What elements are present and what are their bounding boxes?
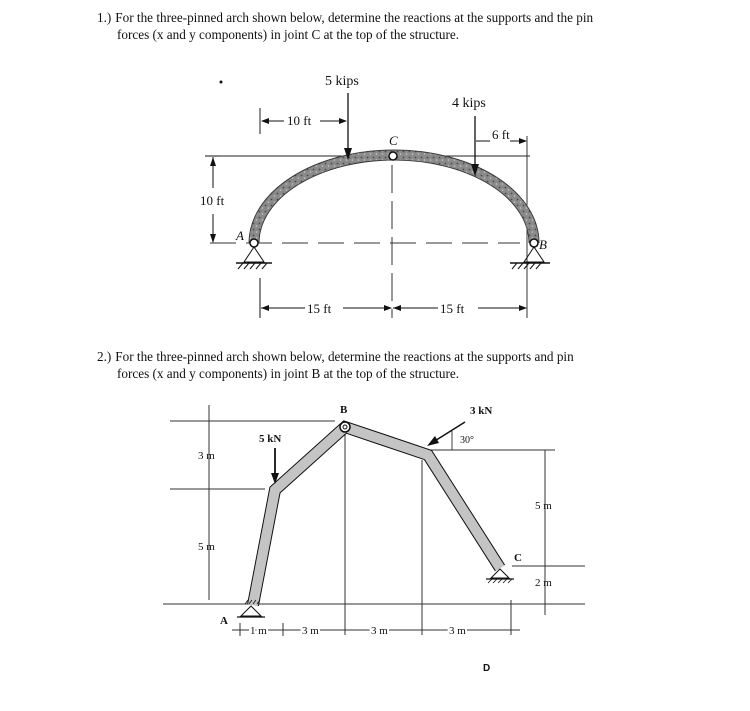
height-right-top-label: 5 m bbox=[535, 500, 552, 512]
problem-2-line-1: For the three-pinned arch shown below, determine the reactions at the supports and pin bbox=[115, 349, 574, 364]
problem-1-number: 1.) bbox=[97, 10, 112, 25]
problem-1-line-1: For the three-pinned arch shown below, determine the reactions at the supports and the pin bbox=[115, 10, 594, 25]
dim-6ft-arrow-right bbox=[519, 138, 527, 144]
span-right-arrow-a bbox=[393, 305, 401, 311]
span-1-label: 1 m bbox=[250, 625, 267, 637]
span-left-label: 15 ft bbox=[307, 301, 332, 316]
figure-1-arch bbox=[0, 0, 750, 340]
figure-2-arch bbox=[0, 390, 750, 711]
label-c: C bbox=[389, 133, 398, 148]
height-right-bottom-label: 2 m bbox=[535, 577, 552, 589]
load-left-label: 5 kN bbox=[259, 433, 282, 445]
span-right-label: 15 ft bbox=[440, 301, 465, 316]
dim-10ft-label: 10 ft bbox=[287, 113, 312, 128]
label-c: C bbox=[514, 552, 522, 564]
arch-rib-outline bbox=[249, 150, 539, 243]
problem-1-line-2: forces (x and y components) in joint C at the top of the structure. bbox=[117, 27, 460, 42]
pin-b-center bbox=[343, 425, 347, 429]
label-a: A bbox=[220, 615, 228, 627]
support-a-symbol bbox=[244, 247, 264, 262]
height-arrow-top bbox=[210, 157, 216, 166]
load-left-label: 5 kips bbox=[325, 74, 359, 89]
span-4-label: 3 m bbox=[449, 625, 466, 637]
dim-10ft-arrow-right bbox=[339, 118, 347, 124]
label-b: B bbox=[340, 404, 348, 416]
arch-members bbox=[253, 427, 500, 605]
support-a-hatch bbox=[238, 263, 267, 269]
span-left-arrow-a bbox=[261, 305, 269, 311]
span-left-arrow-b bbox=[384, 305, 392, 311]
height-mid-label: 5 m bbox=[198, 541, 215, 553]
angle-label: 30° bbox=[460, 435, 474, 446]
pin-a bbox=[250, 239, 258, 247]
support-a-symbol bbox=[241, 606, 261, 616]
dim-10ft-arrow-left bbox=[261, 118, 269, 124]
pin-b bbox=[530, 239, 538, 247]
problem-2-line-2: forces (x and y components) in joint B at the top of the structure. bbox=[117, 366, 460, 381]
load-right-arrowhead bbox=[427, 436, 439, 446]
span-right-arrow-b bbox=[519, 305, 527, 311]
label-b: B bbox=[539, 237, 547, 252]
height-arrow-bottom bbox=[210, 234, 216, 243]
label-d: D bbox=[483, 663, 491, 674]
stray-dot bbox=[220, 81, 223, 84]
load-right-label: 4 kips bbox=[452, 96, 486, 111]
support-c-symbol bbox=[491, 569, 509, 578]
arch-rib bbox=[254, 155, 534, 243]
load-right-label: 3 kN bbox=[470, 405, 493, 417]
pin-c bbox=[389, 152, 397, 160]
dim-6ft-label: 6 ft bbox=[492, 127, 510, 142]
problem-2-text bbox=[97, 348, 717, 382]
height-top-label: 3 m bbox=[198, 450, 215, 462]
problem-2-number: 2.) bbox=[97, 349, 112, 364]
height-label: 10 ft bbox=[200, 193, 225, 208]
span-3-label: 3 m bbox=[371, 625, 388, 637]
label-a: A bbox=[236, 228, 244, 243]
span-2-label: 3 m bbox=[302, 625, 319, 637]
